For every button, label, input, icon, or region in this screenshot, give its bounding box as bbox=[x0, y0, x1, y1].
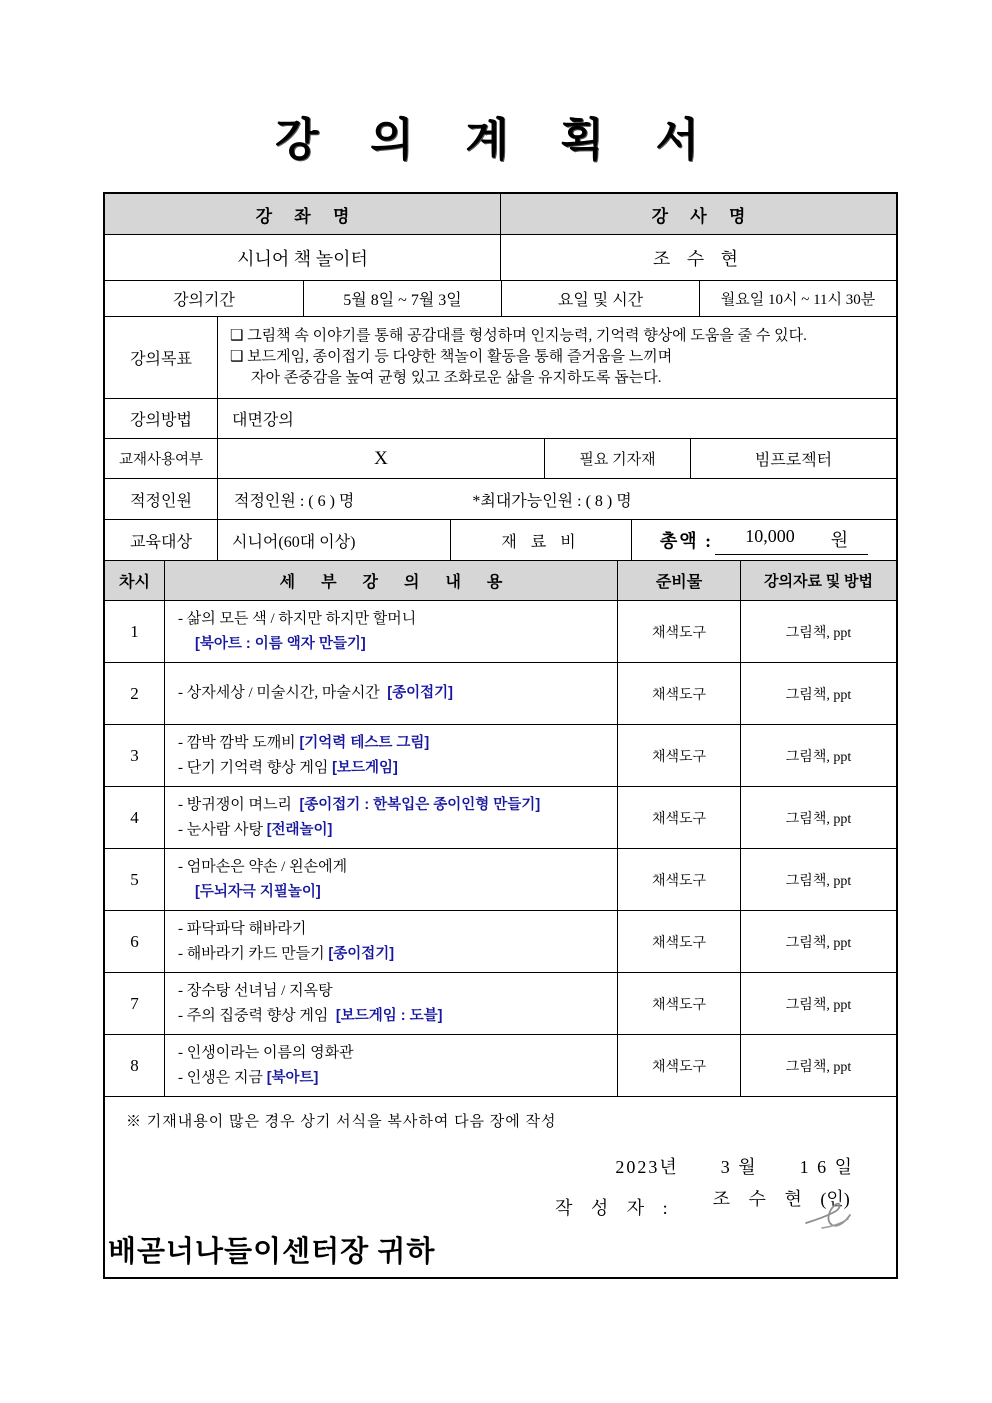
book-title: - 인생은 지금 bbox=[178, 1069, 267, 1086]
content-line bbox=[178, 1066, 318, 1091]
textbook-use-value: X bbox=[217, 439, 544, 478]
total-amount-value: 10,000 bbox=[745, 525, 795, 546]
book-title: - 눈사람 사탕 bbox=[178, 821, 267, 838]
materials-cell: 채색도구 bbox=[617, 663, 740, 724]
activity-tag: [기억력 테스트 그림] bbox=[299, 734, 430, 751]
date-year: 2023년 bbox=[615, 1157, 679, 1177]
session-content bbox=[164, 725, 617, 786]
resources-cell: 그림책, ppt bbox=[740, 973, 896, 1034]
method-label: 강의방법 bbox=[130, 412, 192, 429]
book-title: - 깜박 깜박 도깨비 bbox=[178, 734, 300, 751]
activity-tag: [종이접기] bbox=[387, 685, 453, 701]
material-fee-total bbox=[631, 520, 896, 560]
session-number: 5 bbox=[130, 869, 139, 889]
content-line bbox=[178, 1041, 354, 1066]
footer-cell bbox=[105, 1096, 896, 1277]
content-line bbox=[178, 632, 366, 657]
materials-cell: 채색도구 bbox=[617, 725, 740, 786]
recipient-title: 배곧너나들이센터장 귀하 bbox=[108, 1236, 436, 1268]
content-line bbox=[178, 1004, 443, 1029]
proper-capacity-value: 적정인원 : ( 6 ) 명 bbox=[234, 492, 355, 510]
resources-cell: 그림책, ppt bbox=[740, 911, 896, 972]
activity-tag: [북아트 : 이름 액자 만들기] bbox=[195, 635, 366, 652]
session-number: 7 bbox=[130, 993, 139, 1013]
content-line bbox=[178, 855, 347, 880]
resources-cell: 그림책, ppt bbox=[740, 725, 896, 786]
goal-line-3: 자아 존중감을 높여 균형 있고 조화로운 삶을 유지하도록 돕는다. bbox=[251, 370, 662, 386]
resources-cell: 그림책, ppt bbox=[740, 787, 896, 848]
resources-cell: 그림책, ppt bbox=[740, 663, 896, 724]
materials-cell: 채색도구 bbox=[617, 973, 740, 1034]
writer-name-text: 조 수 현 bbox=[712, 1189, 809, 1209]
materials-cell: 채색도구 bbox=[617, 911, 740, 972]
materials-cell: 채색도구 bbox=[617, 787, 740, 848]
book-title: - 해바라기 카드 만들기 bbox=[178, 945, 329, 962]
resources-cell: 그림책, ppt bbox=[740, 1035, 896, 1096]
book-title: - 인생이라는 이름의 영화관 bbox=[178, 1044, 354, 1061]
instructor-name-value: 조 수 현 bbox=[500, 235, 896, 280]
activity-tag: [두뇌자극 지필놀이] bbox=[195, 883, 321, 900]
materials-cell: 채색도구 bbox=[617, 1035, 740, 1096]
book-title: - 단기 기억력 향상 게임 bbox=[178, 759, 333, 776]
table-row bbox=[105, 600, 896, 662]
table-row bbox=[105, 972, 896, 1034]
textbook-use-label: 교재사용여부 bbox=[118, 452, 204, 468]
period-label: 강의기간 bbox=[173, 292, 235, 309]
session-content bbox=[164, 601, 617, 662]
equipment-value: 빔프로젝터 bbox=[690, 439, 896, 478]
table-row bbox=[105, 848, 896, 910]
period-value: 5월 8일 ~ 7월 3일 bbox=[303, 281, 501, 316]
session-number: 6 bbox=[130, 931, 139, 951]
max-capacity-value: *최대가능인원 : ( 8 ) 명 bbox=[472, 492, 632, 510]
date-day: 1 6 일 bbox=[799, 1157, 854, 1177]
goal-content bbox=[217, 317, 896, 398]
content-line bbox=[178, 880, 321, 905]
content-line bbox=[178, 979, 333, 1004]
book-title: - 엄마손은 약손 / 왼손에게 bbox=[178, 858, 348, 875]
activity-tag: [전래놀이] bbox=[266, 821, 333, 838]
date-line bbox=[615, 1153, 854, 1179]
table-row bbox=[105, 910, 896, 972]
signature-scribble-icon bbox=[802, 1197, 856, 1233]
activity-tag: [종이접기 : 한복입은 종이인형 만들기] bbox=[299, 796, 541, 813]
book-title: - 방귀쟁이 며느리 bbox=[178, 796, 300, 813]
writer-name bbox=[713, 1185, 850, 1211]
resources-column-header: 강의자료 및 방법 bbox=[740, 561, 896, 600]
goal-label: 강의목표 bbox=[130, 351, 192, 368]
writer-label: 작 성 자 : bbox=[555, 1198, 675, 1218]
book-title: - 파닥파닥 해바라기 bbox=[178, 920, 307, 937]
content-line bbox=[178, 818, 332, 843]
book-title: - 주의 집중력 향상 게임 bbox=[178, 1007, 336, 1024]
session-content bbox=[164, 1035, 617, 1096]
session-content bbox=[164, 973, 617, 1034]
book-title: - 장수탕 선녀님 / 지옥탕 bbox=[178, 982, 333, 999]
content-line bbox=[178, 917, 306, 942]
equipment-label: 필요 기자재 bbox=[544, 439, 690, 478]
session-number: 4 bbox=[130, 807, 139, 827]
instructor-name-header: 강 사 명 bbox=[500, 194, 896, 234]
session-number: 1 bbox=[130, 621, 139, 641]
total-amount-unit: 원 bbox=[830, 529, 849, 550]
course-name-value: 시니어 책 놀이터 bbox=[237, 248, 368, 269]
resources-cell: 그림책, ppt bbox=[740, 849, 896, 910]
capacity-content bbox=[217, 479, 896, 519]
day-time-label: 요일 및 시간 bbox=[501, 281, 699, 316]
session-number: 2 bbox=[130, 683, 139, 703]
table-row bbox=[105, 724, 896, 786]
writer-line bbox=[555, 1189, 850, 1220]
target-value: 시니어(60대 이상) bbox=[217, 520, 450, 560]
goal-line-2: ❑ 보드게임, 종이접기 등 다양한 책놀이 활동을 통해 즐거움을 느끼며 bbox=[230, 349, 673, 365]
content-line bbox=[178, 681, 453, 706]
session-content bbox=[164, 787, 617, 848]
day-time-value: 월요일 10시 ~ 11시 30분 bbox=[699, 281, 896, 316]
date-month: 3 월 bbox=[720, 1157, 758, 1177]
activity-tag: [종이접기] bbox=[328, 945, 395, 962]
session-content bbox=[164, 911, 617, 972]
schedule-body bbox=[105, 600, 896, 1096]
materials-cell: 채색도구 bbox=[617, 601, 740, 662]
session-content bbox=[164, 849, 617, 910]
content-line bbox=[178, 942, 394, 967]
target-label: 교육대상 bbox=[130, 533, 192, 551]
material-fee-label: 재 료 비 bbox=[450, 520, 631, 560]
lecture-plan-table bbox=[103, 192, 898, 1279]
content-line bbox=[178, 607, 416, 632]
resources-cell: 그림책, ppt bbox=[740, 601, 896, 662]
content-line bbox=[178, 793, 540, 818]
book-title: - 삶의 모든 색 / 하지만 하지만 할머니 bbox=[178, 610, 417, 627]
activity-tag: [보드게임] bbox=[332, 759, 398, 776]
activity-tag: [보드게임 : 도블] bbox=[335, 1007, 443, 1024]
copy-note: ※ 기재내용이 많은 경우 상기 서식을 복사하여 다음 장에 작성 bbox=[126, 1114, 557, 1130]
session-number: 8 bbox=[130, 1055, 139, 1075]
table-row bbox=[105, 662, 896, 724]
book-title: - 상자세상 / 미술시간, 마술시간 bbox=[178, 685, 388, 701]
method-value: 대면강의 bbox=[217, 399, 896, 438]
table-row bbox=[105, 1034, 896, 1096]
table-row bbox=[105, 786, 896, 848]
session-number: 3 bbox=[130, 745, 139, 765]
session-column-header: 차시 bbox=[105, 561, 164, 600]
course-name-header: 강 좌 명 bbox=[105, 194, 500, 234]
activity-tag: [북아트] bbox=[266, 1069, 319, 1086]
content-line bbox=[178, 731, 429, 756]
materials-column-header: 준비물 bbox=[617, 561, 740, 600]
content-line bbox=[178, 756, 398, 781]
goal-line-1: ❑ 그림책 속 이야기를 통해 공감대를 형성하며 인지능력, 기억력 향상에 도움을 줄 수 있다. bbox=[230, 328, 807, 344]
content-column-header: 세 부 강 의 내 용 bbox=[164, 561, 617, 600]
seal-mark: (인) bbox=[820, 1189, 850, 1209]
session-content bbox=[164, 663, 617, 724]
capacity-label: 적정인원 bbox=[130, 492, 192, 510]
materials-cell: 채색도구 bbox=[617, 849, 740, 910]
total-amount-line bbox=[715, 526, 868, 555]
total-label: 총액 : bbox=[659, 531, 714, 551]
page-title: 강 의 계 획 서 bbox=[274, 113, 718, 166]
